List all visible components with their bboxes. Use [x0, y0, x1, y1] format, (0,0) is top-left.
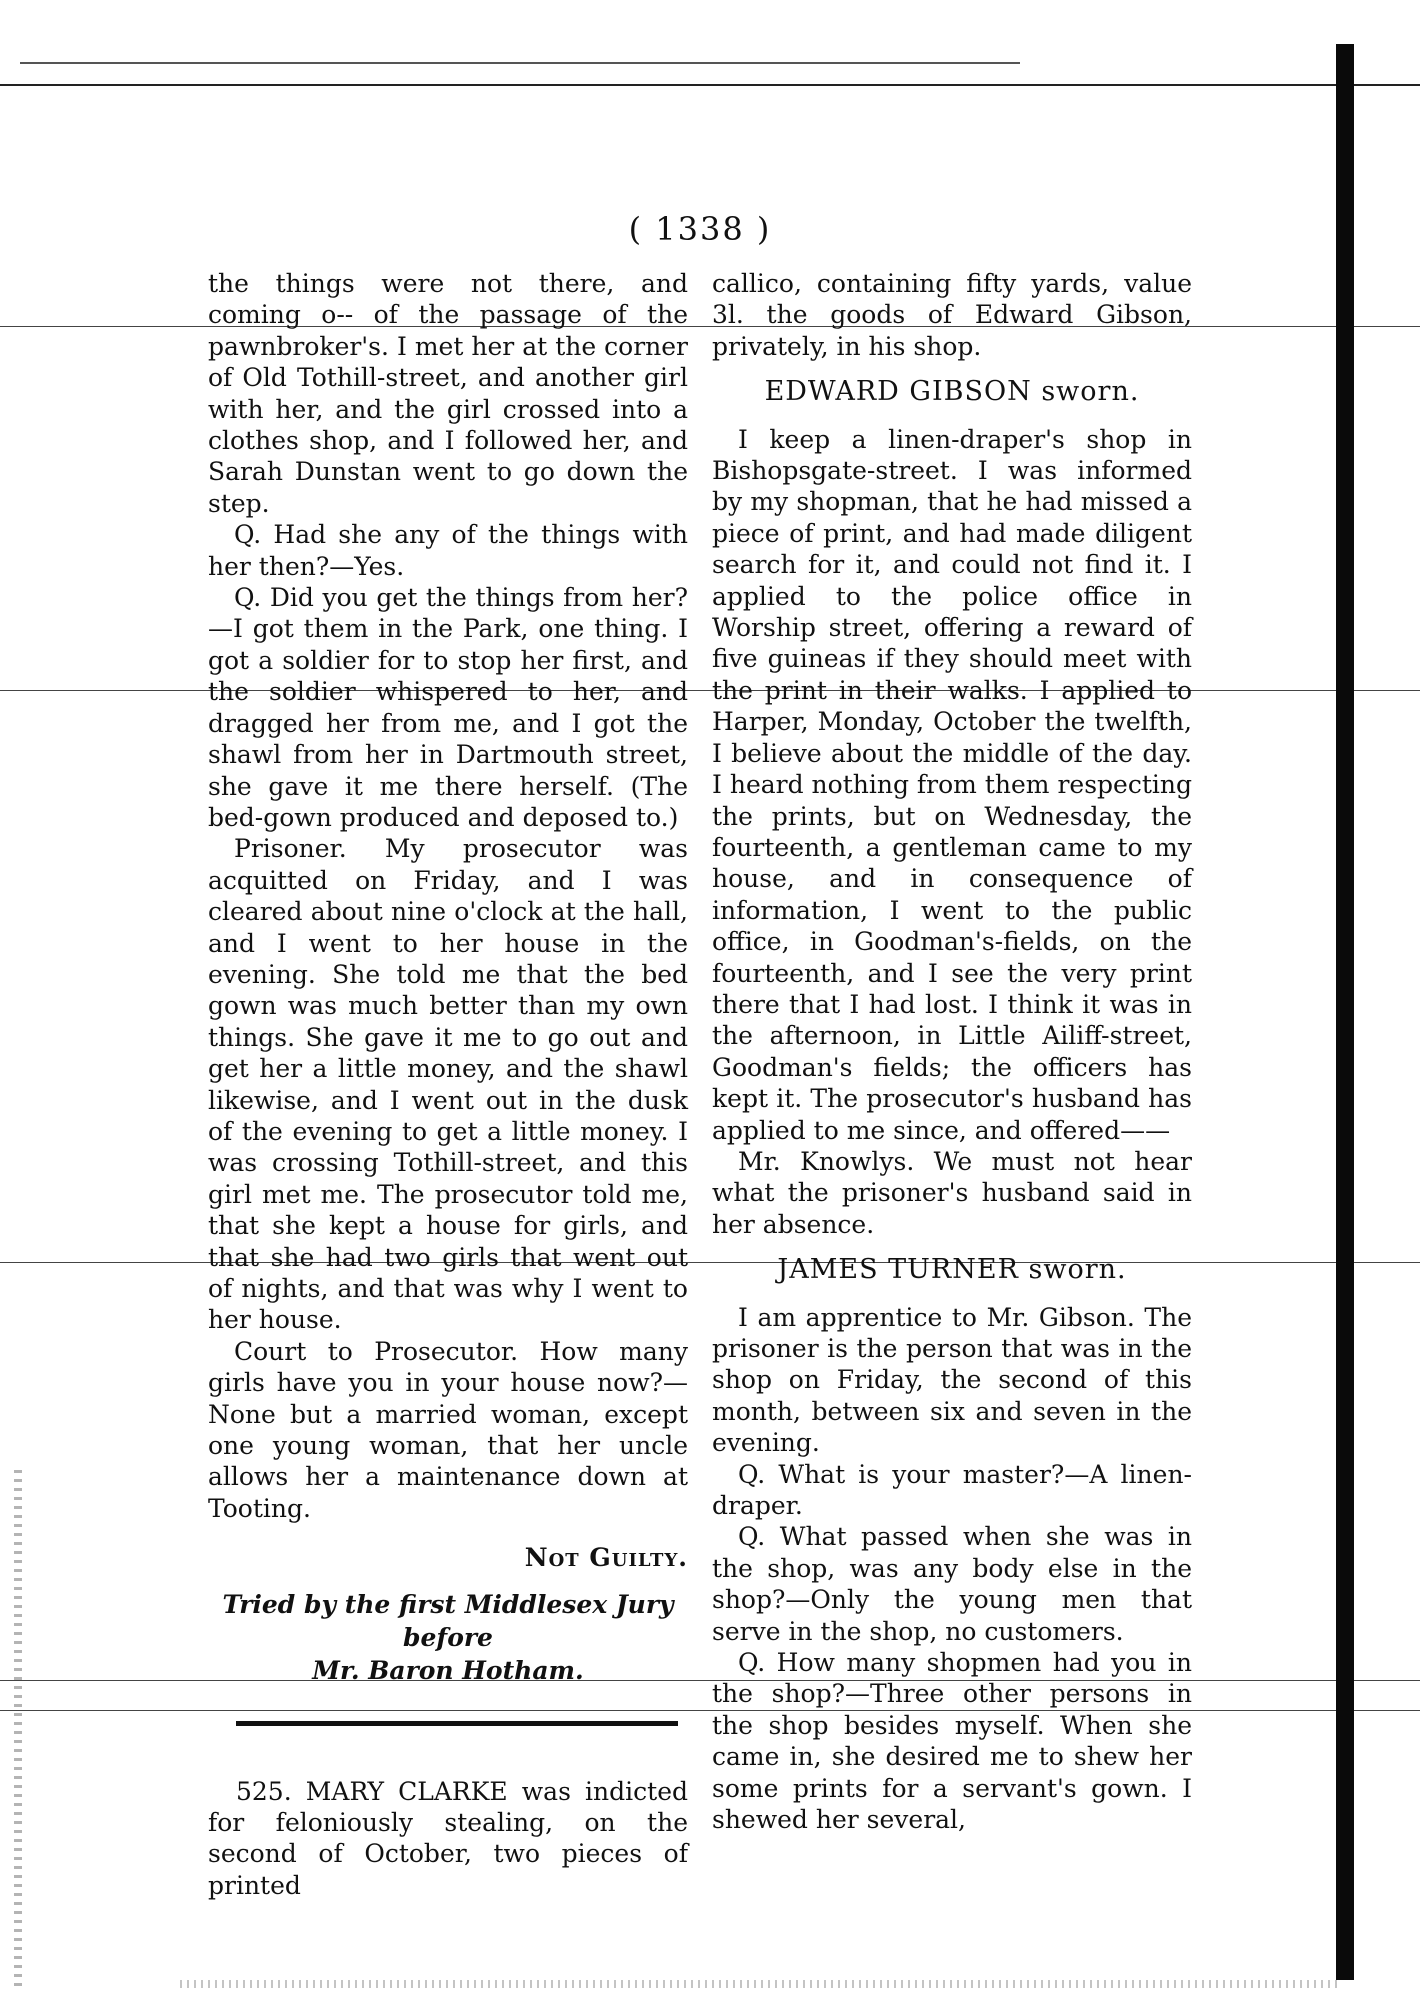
- paragraph: Q. What is your master?—A linen-draper.: [712, 1459, 1192, 1521]
- scan-edge-noise: [14, 1470, 22, 1990]
- witness-heading: EDWARD GIBSON sworn.: [764, 376, 1140, 408]
- scan-bottom-noise: [180, 1980, 1340, 1988]
- paragraph: Q. What passed when she was in the shop, was any body else in the shop?—Only the young men that serve in the shop, no customers.: [712, 1522, 1192, 1646]
- left-column: [208, 268, 688, 1901]
- right-column: [712, 268, 1192, 1836]
- trial-line: Tried by the first Middlesex Jury before: [222, 1589, 674, 1652]
- page-number: ( 1338 ): [628, 210, 772, 248]
- scan-binding-edge: [1336, 44, 1354, 1980]
- verdict: Not Guilty.: [524, 1543, 688, 1573]
- scan-top-line: [20, 62, 1020, 64]
- paragraph: Q. Did you get the things from her?—I got them in the Park, one thing. I got a soldier for to stop her first, and the soldier whispered to her, and dragged her from me, and I got the shawl from her in Dartmouth street, she gave it me there herself. (The bed-gown produced and deposed to.): [208, 583, 688, 832]
- paragraph: Prisoner. My prosecutor was acquitted on Friday, and I was cleared about nine o'clock at the hall, and I went to her house in the evening. She told me that the bed gown was much better than my own things. She gave it me to go out and get her a little money, and the shawl likewise, and I went out in the dusk of the evening to get a little money. I was crossing Tothill-street, and this girl met me. The prosecutor told me, that she kept a house for girls, and that she had two girls that went out of nights, and that was why I went to her house.: [208, 834, 688, 1335]
- paragraph: Q. Had she any of the things with her then?—Yes.: [208, 520, 688, 581]
- paragraph: I am apprentice to Mr. Gibson. The prisoner is the person that was in the shop on Friday, the second of this month, between six and seven in the evening.: [712, 1302, 1192, 1458]
- paragraph: callico, containing fifty yards, value 3l. the goods of Edward Gibson, privately, in his shop.: [712, 269, 1192, 361]
- case-heading-paragraph: 525. MARY CLARKE was indicted for feloniously stealing, on the second of October, two pieces of printed: [208, 1776, 688, 1900]
- scan-header-rule: [0, 84, 1420, 86]
- paragraph: Mr. Knowlys. We must not hear what the prisoner's husband said in her absence.: [712, 1146, 1192, 1239]
- paragraph: Q. How many shopmen had you in the shop?—Three other persons in the shop besides myself. When she came in, she desired me to shew her some prints for a servant's gown. I shewed her several,: [712, 1648, 1192, 1835]
- paragraph: the things were not there, and coming o-- of the passage of the pawnbroker's. I met her at the corner of Old Tothill-street, and another girl with her, and the girl crossed into a clothes shop, and I followed her, and Sarah Dunstan went to go down the step.: [208, 269, 688, 518]
- witness-heading: JAMES TURNER sworn.: [777, 1254, 1127, 1286]
- paragraph: I keep a linen-draper's shop in Bishopsgate-street. I was informed by my shopman, that he had missed a piece of print, and had made diligent search for it, and could not find it. I applied to the police office in Worship street, offering a reward of five guineas if they should meet with the print in their walks. I applied to Harper, Monday, October the twelfth, I believe about the middle of the day. I heard nothing from them respecting the prints, but on Wednesday, the fourteenth, a gentleman came to my house, and in consequence of information, I went to the public office, in Goodman's-fields, on the fourteenth, and I see the very print there that I had lost. I think it was in the afternoon, in Little Ailiff-street, Goodman's fields; the officers has kept it. The prosecutor's husband has applied to me since, and offered——: [712, 424, 1192, 1145]
- paragraph: Court to Prosecutor. How many girls have you in your house now?—None but a married woman, except one young woman, that her uncle allows her a maintenance down at Tooting.: [208, 1336, 688, 1523]
- trial-line: Mr. Baron Hotham.: [312, 1655, 584, 1685]
- section-divider: [236, 1721, 678, 1726]
